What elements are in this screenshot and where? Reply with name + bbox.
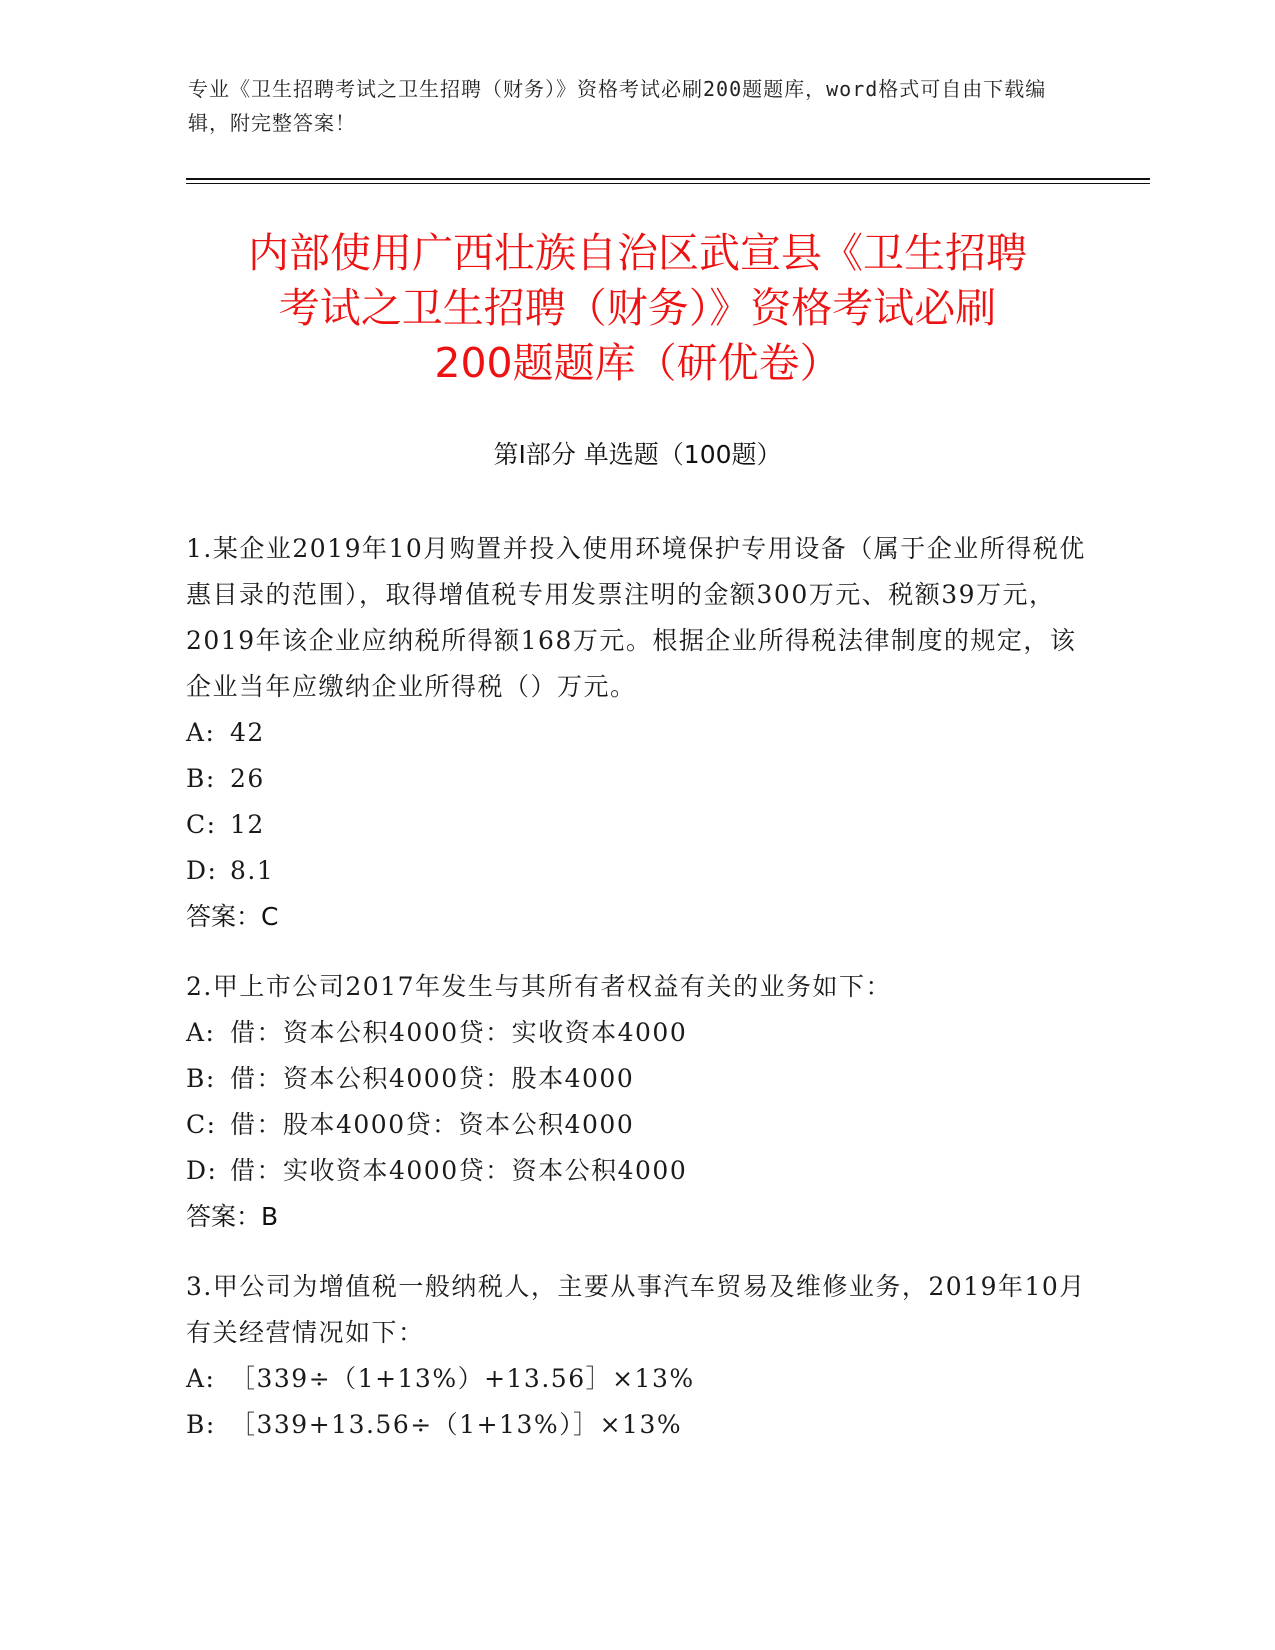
- option-c: [186, 1102, 1086, 1148]
- option-label: B:: [186, 1064, 216, 1093]
- option-text: ［339+13.56÷（1+13%）］×13%: [230, 1410, 683, 1439]
- header-rule-thick: [186, 178, 1150, 180]
- title-line-2: 考试之卫生招聘（财务）》资格考试必刷: [278, 284, 997, 332]
- option-label: D:: [186, 856, 218, 885]
- question-3: [186, 1264, 1086, 1448]
- option-text: 借：资本公积4000贷：实收资本4000: [230, 1018, 688, 1047]
- option-a: [186, 1010, 1086, 1056]
- option-text: 12: [230, 810, 265, 839]
- option-label: A:: [186, 1018, 216, 1047]
- option-b: [186, 1056, 1086, 1102]
- option-text: 26: [230, 764, 265, 793]
- option-text: 42: [230, 718, 265, 747]
- title-line-1: 内部使用广西壮族自治区武宣县《卫生招聘: [248, 229, 1027, 277]
- question-list: [186, 526, 1086, 1472]
- option-b: [186, 1402, 1086, 1448]
- question-stem: 3.甲公司为增值税一般纳税人，主要从事汽车贸易及维修业务，2019年10月有关经营情况如下：: [186, 1272, 1086, 1347]
- option-c: [186, 802, 1086, 848]
- option-text: ［339÷（1+13%）+13.56］×13%: [230, 1364, 695, 1393]
- option-text: 借：资本公积4000贷：股本4000: [230, 1064, 635, 1093]
- option-label: A:: [186, 1364, 216, 1393]
- answer: 答案：C: [186, 902, 279, 931]
- option-text: 借：股本4000贷：资本公积4000: [230, 1110, 635, 1139]
- header-note: 专业《卫生招聘考试之卫生招聘（财务）》资格考试必刷200题题库，word格式可自由下载编辑，附完整答案！: [188, 77, 1047, 135]
- answer: 答案：B: [186, 1202, 279, 1231]
- document-title: [150, 226, 1125, 391]
- option-label: B:: [186, 764, 216, 793]
- title-line-3: 200题题库（研优卷）: [434, 339, 841, 387]
- option-d: [186, 848, 1086, 894]
- question-1: [186, 526, 1086, 940]
- option-label: A:: [186, 718, 216, 747]
- option-d: [186, 1148, 1086, 1194]
- question-stem: 2.甲上市公司2017年发生与其所有者权益有关的业务如下：: [186, 972, 892, 1001]
- option-a: [186, 1356, 1086, 1402]
- option-a: [186, 710, 1086, 756]
- section-heading: 第Ⅰ部分 单选题（100题）: [493, 440, 782, 469]
- option-text: 8.1: [230, 856, 275, 885]
- option-text: 借：实收资本4000贷：资本公积4000: [230, 1156, 688, 1185]
- question-2: [186, 964, 1086, 1240]
- question-stem: 1.某企业2019年10月购置并投入使用环境保护专用设备（属于企业所得税优惠目录的范围），取得增值税专用发票注明的金额300万元、税额39万元，2019年该企业应纳税所得额168万元。根据企业所得税法律制度的规定，该企业当年应缴纳企业所得税（）万元。: [186, 534, 1086, 701]
- option-label: C:: [186, 1110, 217, 1139]
- option-b: [186, 756, 1086, 802]
- option-label: C:: [186, 810, 217, 839]
- option-label: D:: [186, 1156, 218, 1185]
- header-rule-thin: [186, 183, 1150, 184]
- option-label: B:: [186, 1410, 216, 1439]
